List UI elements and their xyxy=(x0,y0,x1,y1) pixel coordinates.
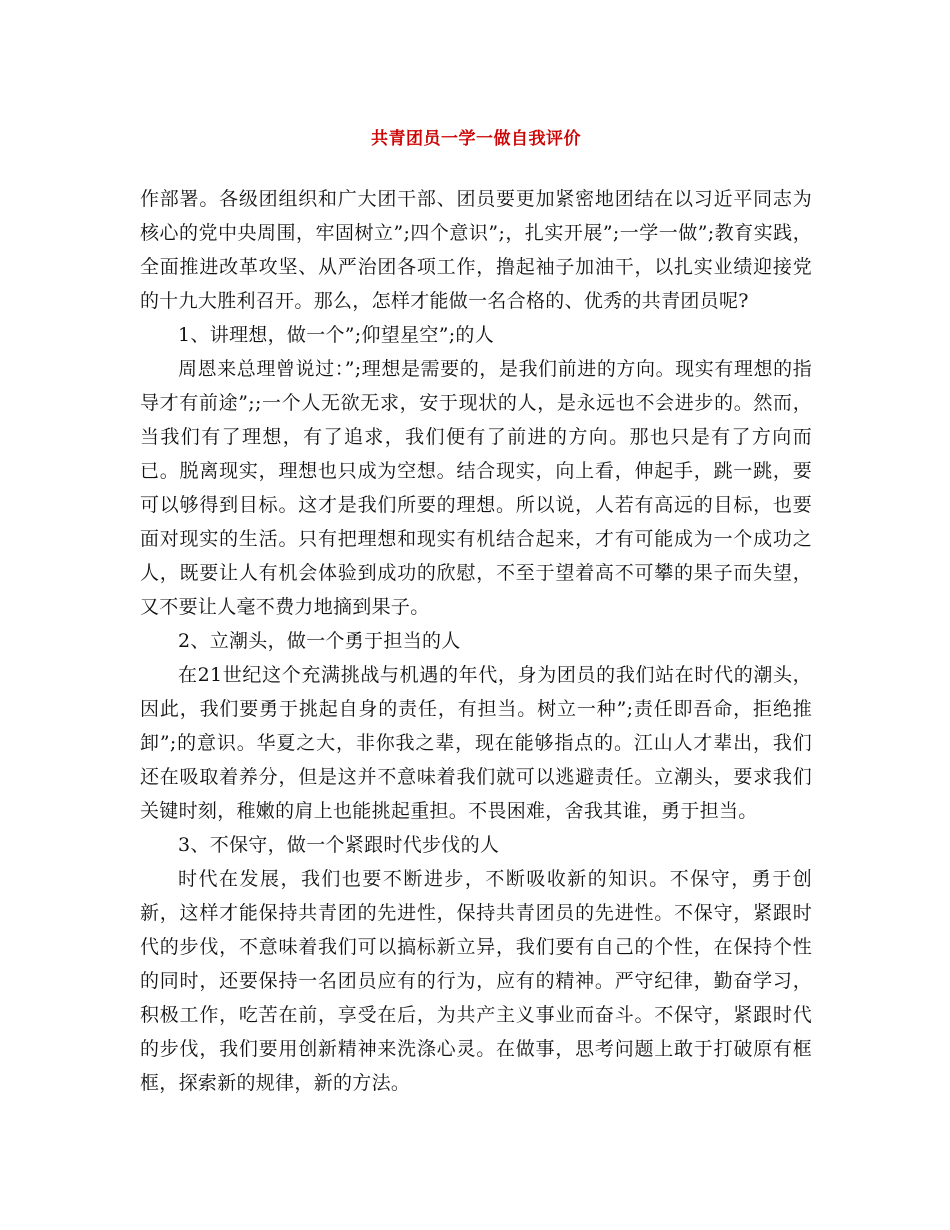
section-heading-1: 1、讲理想，做一个”;仰望星空”;的人 xyxy=(178,324,495,346)
paragraph-ideals: 周恩来总理曾说过：”;理想是需要的，是我们前进的方向。现实有理想的指导才有前途”;;一个人无欲无求，安于现状的人，是永远也不会进步的。然而，当我们有了理想，有了追求，我们便有了前进的方向。那也只是有了方向而已。脱离现实，理想也只成为空想。结合现实，向上看，伸起手，跳一跳，要可以够得到目标。这才是我们所要的理想。所以说，人若有高远的目标，也要面对现实的生活。只有把理想和现实有机结合起来，才有可能成为一个成功之人，既要让人有机会体验到成功的欣慰，不至于望着高不可攀的果子而失望，又不要让人毫不费力地摘到果子。 xyxy=(140,358,812,618)
document-body xyxy=(140,182,812,1100)
section-heading-3: 3、不保守，做一个紧跟时代步伐的人 xyxy=(178,834,500,856)
page-title: 共青团员一学一做自我评价 xyxy=(371,129,581,149)
paragraph-responsibility: 在21世纪这个充满挑战与机遇的年代，身为团员的我们站在时代的潮头，因此，我们要勇于挑起自身的责任，有担当。树立一种”;责任即吾命，拒绝推卸”;的意识。华夏之大，非你我之辈，现在能够指点的。江山人才辈出，我们还在吸取着养分，但是这并不意味着我们就可以逃避责任。立潮头，要求我们关键时刻，稚嫩的肩上也能挑起重担。不畏困难，舍我其谁，勇于担当。 xyxy=(140,664,812,822)
paragraph-continuation: 作部署。各级团组织和广大团干部、团员要更加紧密地团结在以习近平同志为核心的党中央周围，牢固树立”;四个意识”;，扎实开展”;一学一做”;教育实践，全面推进改革攻坚、从严治团各项工作，撸起袖子加油干，以扎实业绩迎接党的十九大胜利召开。那么，怎样才能做一名合格的、优秀的共青团员呢? xyxy=(140,188,812,312)
document-page xyxy=(140,0,812,1230)
paragraph-innovation: 时代在发展，我们也要不断进步，不断吸收新的知识。不保守，勇于创新，这样才能保持共青团的先进性，保持共青团员的先进性。不保守，紧跟时代的步伐，不意味着我们可以搞标新立异，我们要有自己的个性，在保持个性的同时，还要保持一名团员应有的行为，应有的精神。严守纪律，勤奋学习，积极工作，吃苦在前，享受在后，为共产主义事业而奋斗。不保守，紧跟时代的步伐，我们要用创新精神来洗涤心灵。在做事，思考问题上敢于打破原有框框，探索新的规律，新的方法。 xyxy=(140,868,812,1094)
section-heading-2: 2、立潮头，做一个勇于担当的人 xyxy=(178,630,461,652)
